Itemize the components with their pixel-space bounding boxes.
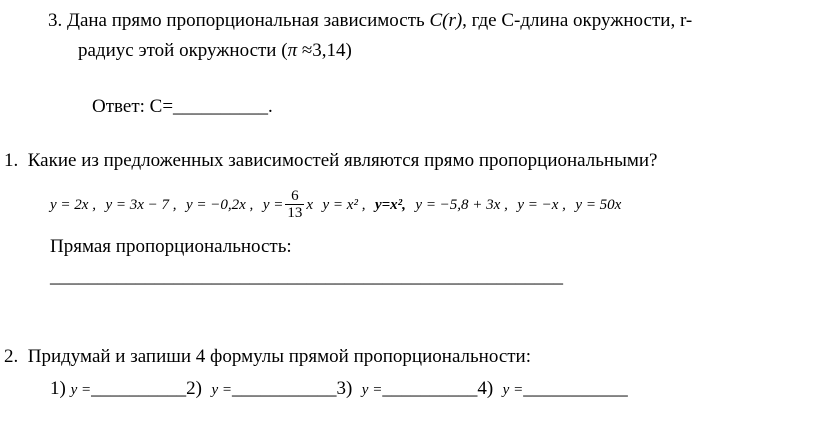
- task2-line: [4, 346, 531, 368]
- formula-2: y = 3x − 7 ,: [105, 197, 177, 213]
- formula-4-var: x: [306, 197, 314, 213]
- formula-7: y = −5,8 + 3x ,: [415, 197, 508, 213]
- task3-answer-blank[interactable]: __________: [173, 96, 269, 117]
- task3-line1: [48, 10, 692, 32]
- task1-answer-line[interactable]: ______________________________________________________: [50, 266, 563, 287]
- formula-1: y = 2x ,: [50, 197, 96, 213]
- answer-4-label: 4): [477, 378, 494, 399]
- formula-4-fraction: [285, 188, 304, 221]
- answer-4-formula: y =: [502, 382, 524, 398]
- formula-5: y = x² ,: [322, 197, 366, 213]
- answer-3-formula: y =: [361, 382, 383, 398]
- task1-formulas: [50, 184, 621, 224]
- answer-2-blank[interactable]: ___________: [231, 378, 337, 399]
- task1-number: 1.: [4, 150, 19, 171]
- answer-1-label: 1): [50, 378, 66, 399]
- answer-1-blank[interactable]: __________: [91, 378, 187, 399]
- task3-text-a: Дана прямо пропорциональная зависимость: [67, 10, 425, 31]
- task3-answer: [92, 96, 273, 118]
- task1-question: Какие из предложенных зависимостей являются прямо пропорциональными?: [27, 150, 658, 171]
- task3-number: 3.: [48, 10, 63, 31]
- task3-approx: ≈3,14): [301, 40, 352, 61]
- task1-line: [4, 150, 657, 172]
- pi-symbol: π: [287, 40, 298, 61]
- answer-2-formula: y =: [211, 382, 232, 398]
- formula-9: y = 50x: [575, 197, 622, 213]
- fraction-denominator: 13: [287, 205, 303, 222]
- fraction-numerator: 6: [285, 188, 304, 205]
- task3-line2: [78, 40, 352, 62]
- formula-3: y = −0,2x ,: [186, 197, 254, 213]
- answer-4-blank[interactable]: ___________: [523, 378, 628, 399]
- answer-2-label: 2): [186, 378, 202, 399]
- formula-8: y = −x ,: [517, 197, 566, 213]
- task2-number: 2.: [4, 346, 19, 367]
- task2-question: Придумай и запиши 4 формулы прямой пропорциональности:: [27, 346, 532, 367]
- task3-text-c: радиус этой окружности (: [78, 40, 288, 61]
- task1-answer-label: Прямая пропорциональность:: [50, 236, 292, 257]
- answer-3-blank[interactable]: __________: [382, 378, 478, 399]
- formula-4-lhs: y =: [262, 197, 284, 213]
- answer-1-formula: y =: [70, 382, 92, 398]
- task3-text-b: , где С-длина окружности, r-: [462, 10, 693, 31]
- task3-formula: C(r): [429, 10, 463, 31]
- answer-3-label: 3): [336, 378, 353, 399]
- task2-answers: [50, 378, 628, 401]
- task3-answer-end: .: [268, 96, 273, 117]
- formula-6: y=x²,: [374, 197, 406, 213]
- task3-answer-label: Ответ: С=: [92, 96, 174, 117]
